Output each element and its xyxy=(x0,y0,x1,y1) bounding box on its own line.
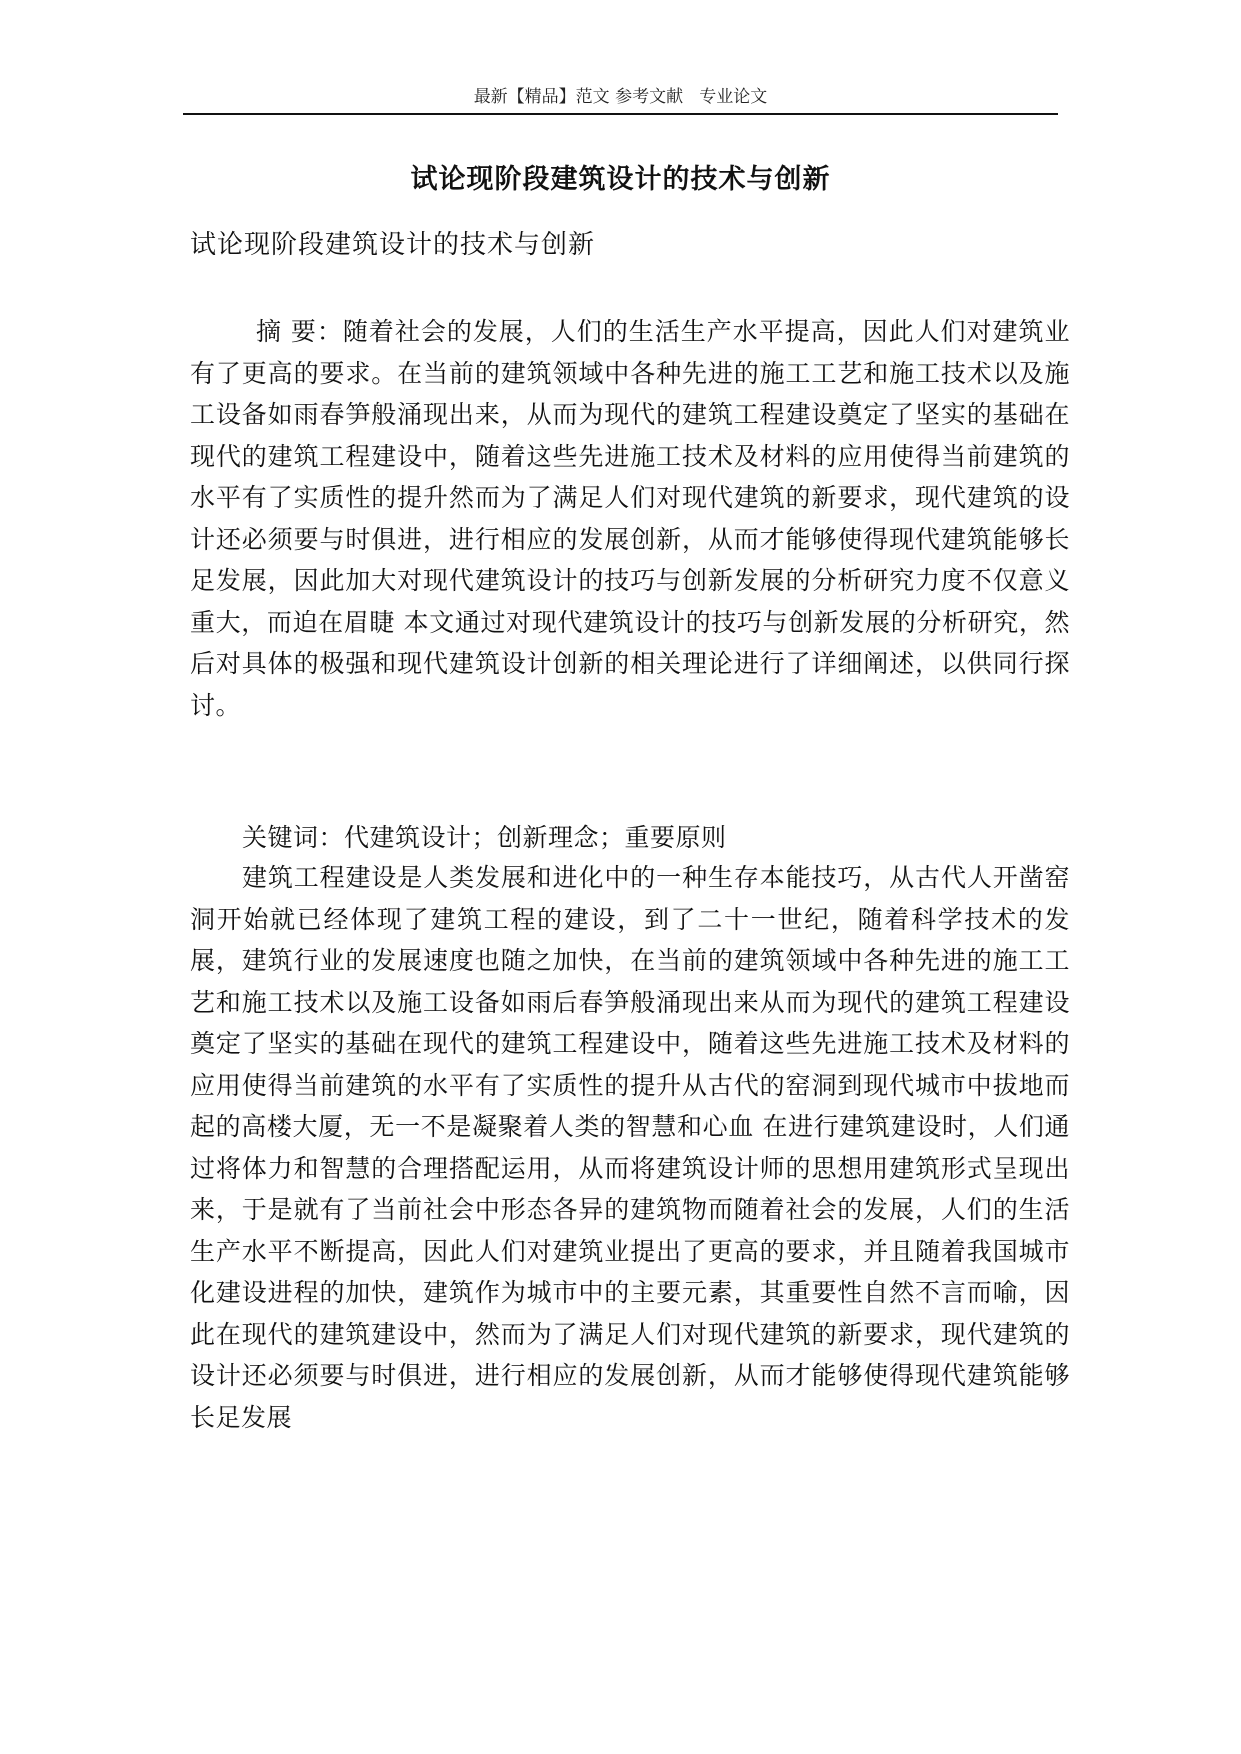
running-header: 最新【精品】范文 参考文献 专业论文 xyxy=(473,87,768,107)
header-divider xyxy=(183,113,1058,115)
abstract-paragraph: 摘 要：随着社会的发展，人们的生活生产水平提高，因此人们对建筑业有了更高的要求。在当前的建筑领域中各种先进的施工工艺和施工技术以及施工设备如雨春笋般涌现出来，从而为现代的建筑工程建设奠定了坚实的基础在现代的建筑工程建设中，随着这些先进施工技术及材料的应用使得当前建筑的水平有了实质性的提升然而为了满足人们对现代建筑的新要求，现代建筑的设计还必须要与时俱进，进行相应的发展创新，从而才能够使得现代建筑能够长足发展，因此加大对现代建筑设计的技巧与创新发展的分析研究力度不仅意义重大，而迫在眉睫 本文通过对现代建筑设计的技巧与创新发展的分析研究，然后对具体的极强和现代建筑设计创新的相关理论进行了详细阐述，以供同行探讨。 xyxy=(190,317,1070,720)
body-paragraph: 建筑工程建设是人类发展和进化中的一种生存本能技巧，从古代人开凿窑洞开始就已经体现了建筑工程的建设，到了二十一世纪，随着科学技术的发展，建筑行业的发展速度也随之加快，在当前的建筑领域中各种先进的施工工艺和施工技术以及施工设备如雨后春笋般涌现出来从而为现代的建筑工程建设奠定了坚实的基础在现代的建筑工程建设中，随着这些先进施工技术及材料的应用使得当前建筑的水平有了实质性的提升从古代的窑洞到现代城市中拔地而起的高楼大厦，无一不是凝聚着人类的智慧和心血 在进行建筑建设时，人们通过将体力和智慧的合理搭配运用，从而将建筑设计师的思想用建筑形式呈现出来，于是就有了当前社会中形态各异的建筑物而随着社会的发展，人们的生活生产水平不断提高，因此人们对建筑业提出了更高的要求，并且随着我国城市化建设进程的加快，建筑作为城市中的主要元素，其重要性自然不言而喻，因此在现代的建筑建设中，然而为了满足人们对现代建筑的新要求，现代建筑的设计还必须要与时俱进，进行相应的发展创新，从而才能够使得现代建筑能够长足发展 xyxy=(190,863,1070,1432)
document-subtitle: 试论现阶段建筑设计的技术与创新 xyxy=(190,230,596,260)
document-title: 试论现阶段建筑设计的技术与创新 xyxy=(410,164,831,195)
keywords-line: 关键词：代建筑设计；创新理念；重要原则 xyxy=(242,823,727,852)
